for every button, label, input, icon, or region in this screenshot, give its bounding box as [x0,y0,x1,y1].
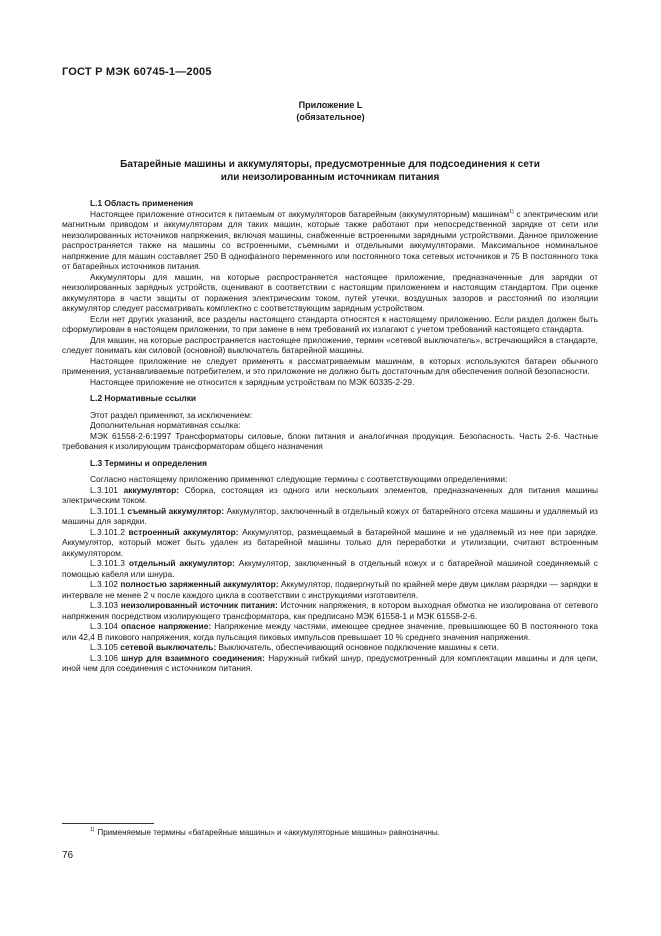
term-name: отдельный аккумулятор: [128,558,235,568]
term-name: съемный аккумулятор: [127,505,225,516]
main-title-line-2: или неизолированным источникам питания [220,172,440,183]
scope-paragraph-4: Для машин, на которые распространяется настоящее приложение, термин «сетевой выключатель», встречающийся в стандарте, следует понимать как силовой (основной) выключатель батарейной машины. [62,334,598,355]
term-number: L.3.101.1 [90,505,128,516]
term-definition: Напряжение между частями, имеющее среднее значение, превышающее 60 В постоянного тока или 42,4 В пикового напряжения, когда пульсация пиковых импульсов превышает 10 % среднего значения напряжения. [62,621,598,642]
term-entry [62,506,598,527]
term-name: встроенный аккумулятор: [128,526,239,537]
appendix-main-title [62,158,598,184]
term-entry [62,621,598,642]
term-number: L.3.102 [90,579,121,589]
scope-p1-rest: с электрическим или магнитным приводом и аккумуляторам для таких машин, которые также работают при непосредственной зарядке от сети или неизолированных источников напряжения, включая машины, снабженные встроенными зарядными устройствами. Данное приложение распространяется также на машины со встроенными, съемными и отдельными аккумуляторами. Максимальное номинальное напряжение для машин составляет 250 В однофазного переменного или постоянного тока сетевых источников и 75 В постоянного тока от батарейных источников питания. [62,208,598,271]
appendix-title: Приложение L [298,100,363,110]
main-title-line-1: Батарейные машины и аккумуляторы, предусмотренные для подсоединения к сети [120,159,540,170]
footnote-text: Применяемые термины «батарейные машины» и «аккумуляторные машины» равнозначны. [97,828,440,837]
term-number: L.3.105 [90,642,121,652]
references-paragraph-3: МЭК 61558-2-6:1997 Трансформаторы силовые, блоки питания и аналогичная продукция. Безопасность. Часть 2-6. Частные требования к изолирующим трансформаторам общего назначения [62,430,598,451]
references-paragraph-2: Дополнительная нормативная ссылка: [90,420,241,430]
term-entry [62,579,598,600]
section-heading-terms: L.3 Термины и определения [90,457,208,468]
term-number: L.3.101.3 [90,558,129,568]
standard-header: ГОСТ Р МЭК 60745-1—2005 [62,66,212,78]
term-name: шнур для взаимного соединения: [121,652,265,663]
term-number: L.3.101.2 [90,526,129,537]
term-name: опасное напряжение: [120,621,212,631]
footnote-ref: 1) [509,208,514,215]
term-entry [62,642,598,653]
term-definition: Аккумулятор, подвергнутый по крайней мере двум циклам разрядки — зарядки в интервале не менее 2 ч после каждого цикла в соответствии с инструкциями изготовителя. [62,579,598,600]
term-definition: Аккумулятор, заключенный в отдельный кожух и с батарейной машиной соединяемый с помощью кабеля или шнура. [62,558,598,579]
term-name: полностью заряженный аккумулятор: [120,579,279,589]
references-paragraph-1: Этот раздел применяют, за исключением: [90,409,253,420]
term-number: L.3.103 [90,600,121,610]
footnote [90,828,600,838]
scope-paragraph-3: Если нет других указаний, все разделы настоящего стандарта относятся к настоящему приложению. Если раздел должен быть сформулирован в настоящем приложении, то при замене в нем требований их излагают с учетом требований настоящего стандарта. [62,313,598,334]
document-body [62,198,598,674]
term-entry [62,485,598,506]
scope-paragraph-1 [62,209,598,272]
term-definition: Наружный гибкий шнур, предусмотренный для комплектации машины и для цепи, иной чем для соединения с источником питания. [62,652,598,673]
page-number: 76 [62,850,74,861]
term-number: L.3.104 [90,621,121,631]
term-entry [62,653,598,674]
term-definition: Аккумулятор, заключенный в отдельный кожух от батарейного отсека машины и удаляемый из машины для зарядки. [62,505,598,526]
term-definition: Выключатель, обеспечивающий основное подключение машины к сети. [216,642,499,652]
term-number: L.3.106 [90,652,122,663]
term-number: L.3.101 [90,484,124,495]
scope-paragraph-2: Аккумуляторы для машин, на которые распространяется настоящее приложение, предназначенные для зарядки от неизолированных зарядных устройств, оценивают в соответствии с настоящим приложением и настоящим стандартом. При оценке аккумулятора в части защиты от поражения электрическим током, путей утечки, воздушных зазоров и расстояний по изоляции аккумулятор следует рассматривать комплектно с соответствующим зарядным устройством. [62,271,598,313]
section-heading-references: L.2 Нормативные ссылки [90,393,197,403]
term-entry [62,600,598,621]
term-definition: Сборка, состоящая из одного или нескольких элементов, предназначенных для питания машины электрическим током. [62,484,598,505]
term-name: аккумулятор: [123,484,180,495]
term-definition: Источник напряжения, в котором выходная обмотка не изолирована от сетевого напряжения посредством изолирующего трансформатора, как предписано МЭК 61558-1 и МЭК 61558-2-6. [62,600,598,621]
scope-paragraph-6: Настоящее приложение не относится к зарядным устройствам по МЭК 60335-2-29. [90,376,415,387]
footnote-divider [62,823,154,824]
footnote-marker: 1) [90,827,95,834]
term-entry [62,558,598,579]
section-heading-scope: L.1 Область применения [90,198,194,208]
term-name: неизолированный источник питания: [120,600,278,610]
appendix-status: (обязательное) [296,112,365,122]
term-name: сетевой выключатель: [120,642,217,652]
term-entry [62,527,598,559]
scope-paragraph-5: Настоящее приложение не следует применять к рассматриваемым машинам, в которых используются батареи обычного применения, устанавливаемые потребителем, и это приложение не должно быть достаточным для обеспечения полной безопасности. [62,355,598,376]
term-definition: Аккумулятор, размещаемый в батарейной машине и не удаляемый из нее при зарядке. Аккумулятор, который может быть удален из батарейной машины только для переработки и утилизации, считают встроенным аккумулятором. [62,526,598,558]
appendix-heading [0,99,661,123]
scope-p1-text: Настоящее приложение относится к питаемым от аккумуляторов батарейным (аккумуляторным) машинам [90,208,510,219]
terms-intro: Согласно настоящему приложению применяют следующие термины с соответствующими определениями: [90,474,508,484]
